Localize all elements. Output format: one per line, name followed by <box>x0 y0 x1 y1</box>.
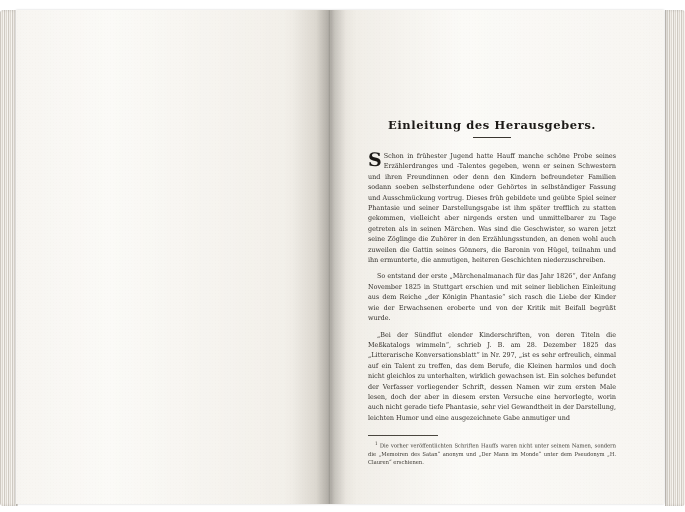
paper-grain-left <box>16 10 330 504</box>
drop-cap: S <box>368 149 382 171</box>
page-title: Einleitung des Herausgebers. <box>387 118 597 132</box>
right-page-edges <box>665 10 685 506</box>
body-paragraph: „Bei der Sündflut elender Kinderschriften, von deren Titeln die Meßkatalogs wimmeln“, schrieb J. B. am 28. Dezember 1825 das „Litterarische Konversationsblatt“ in Nr. 297, „ist es sehr erfreulich, einmal auf ein Talent zu treffen, das dem Berufe, die Kleinen harmlos und doch nicht gleichlos zu unterhalten, wirklich gewachsen ist. Ein solches befundet der Verfasser vorliegender Schrift, dessen Namen wir zum ersten Male lesen, doch der aber in diesem ersten Versuche eine hervorlegte, worin auch nicht gerade tiefe Phantasie, sehr viel Gewandtheit in der Darstellung, leichten Humor und eine ausgezeichnete Gabe anmutiger und <box>368 330 616 422</box>
footnote-marker: 1 <box>375 441 378 447</box>
footnote-text: Die vorher veröffentlichten Schriften Hauffs waren nicht unter seinem Namen, sondern die „Memoiren des Satan“ anonym und „Der Mann im Monde“ unter dem Pseudonym „H. Clauren“ erschienen. <box>368 443 617 467</box>
paragraph-text-1: Schon in frühester Jugend hatte Hauff manche schöne Probe seines Erzählerdranges und -Talentes gegeben, wenn er seinen Schwestern und ihren Freundinnen oder denn den Kindern befreundeter Familien sodann soeben selbsterfundene oder Gehörtes in selbständiger Fassung und Ausschmückung vortrug. Dieses früh gebildete und geübte Spiel seiner Phantasie und seiner Darstellungsgabe ist ihm später trefflich zu statten gekommen, vielleicht aber nirgends ersten und unmittelbarer zu Tage getreten als in seinen Märchen. Was sind die Geschwister, so waren jetzt seine Zöglinge die Zuhörer in den Erzählungsstunden, an denen wohl auch zuweilen die Gattin seines Gönners, die Baronin von Hügel, teilnahm und ihn ermunterte, die anmutigen, heiteren Geschichten niederzuschreiben. <box>368 152 616 265</box>
left-page <box>16 10 330 504</box>
left-page-gutter-shading <box>284 10 330 504</box>
footnote <box>368 440 616 467</box>
title-divider <box>473 137 511 138</box>
right-page <box>330 10 664 504</box>
body-paragraph: So entstand der erste „Märchenalmanach für das Jahr 1826“, der Anfang November 1825 in Stuttgart erschien und mit seiner lieblichen Einleitung aus dem Reiche „der Königin Phantasie“ sich rasch die Liebe der Kinder wie der Erwachsenen eroberte und von der Kritik mit Beifall begrüßt wurde. <box>368 272 616 323</box>
footnote-divider <box>368 435 438 436</box>
body-paragraph <box>368 151 616 265</box>
text-column <box>368 118 616 468</box>
